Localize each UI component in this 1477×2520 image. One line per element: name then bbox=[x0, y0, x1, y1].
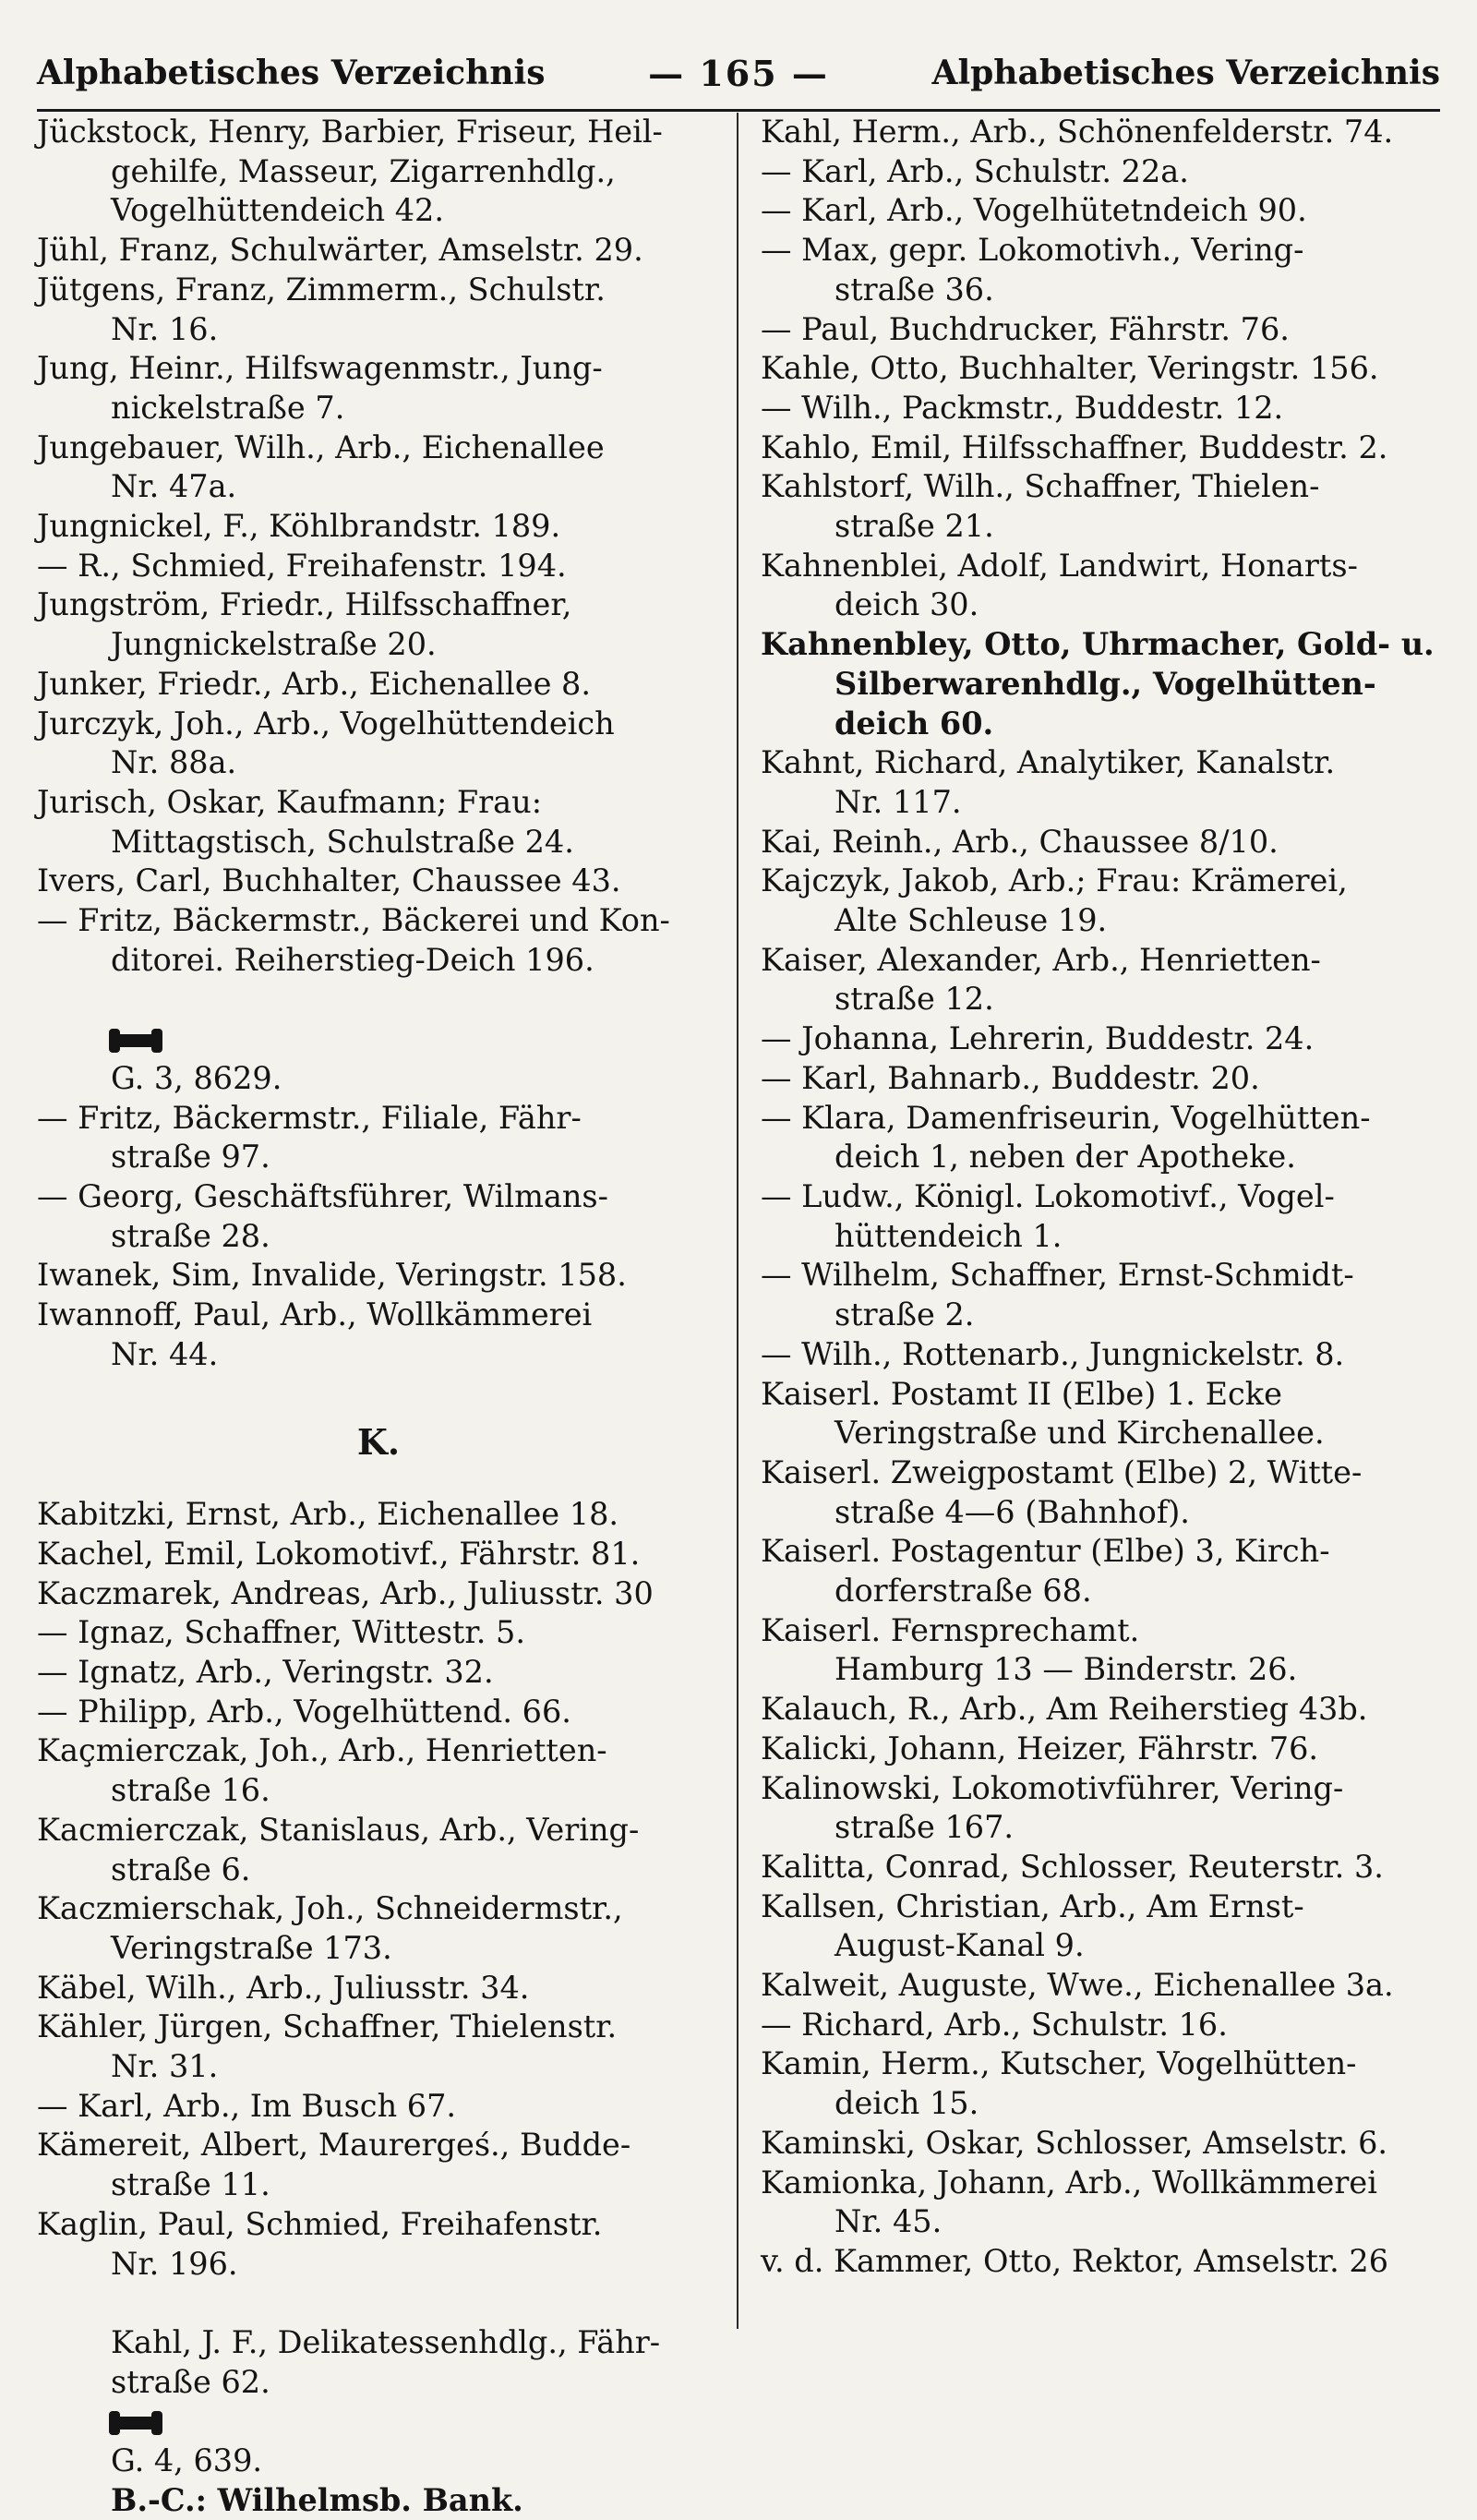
directory-entry: — Georg, Geschäftsführer, Wilmans- straße 28. bbox=[37, 1177, 608, 1254]
directory-entry: Kaminski, Oskar, Schlosser, Amselstr. 6. bbox=[761, 2124, 1388, 2161]
directory-entry: Kaiser, Alexander, Arb., Henrietten- straße 12. bbox=[761, 941, 1321, 1018]
telephone-icon bbox=[111, 1034, 161, 1047]
directory-entry: Kahnenblei, Adolf, Landwirt, Honarts- deich 30. bbox=[761, 547, 1358, 623]
directory-entry: Kaiserl. Zweigpostamt (Elbe) 2, Witte- straße 4—6 (Bahnhof). bbox=[761, 1453, 1363, 1530]
directory-entry: Kaglin, Paul, Schmied, Freihafenstr. Nr. 196. bbox=[37, 2205, 603, 2282]
entries-j-group bbox=[37, 113, 720, 980]
directory-entry: — Max, gepr. Lokomotivh., Vering- straße 36. bbox=[761, 232, 1304, 307]
directory-entry: Jung, Heinr., Hilfswagenmstr., Jung- nickelstraße 7. bbox=[37, 350, 603, 426]
directory-entry: Jungström, Friedr., Hilfsschaffner, Jungnickelstraße 20. bbox=[37, 586, 572, 663]
section-letter-k: K. bbox=[356, 1420, 401, 1463]
directory-entry: Kaiserl. Fernsprechamt. Hamburg 13 — Binderstr. 26. bbox=[761, 1611, 1298, 1688]
directory-entry: Jütgens, Franz, Zimmerm., Schulstr. Nr. 16. bbox=[37, 271, 606, 347]
directory-entry: Kaczmierschak, Joh., Schneidermstr., Veringstraße 173. bbox=[37, 1890, 623, 1966]
directory-entry: Kamionka, Johann, Arb., Wollkämmerei Nr. 45. bbox=[761, 2164, 1377, 2240]
entry-kahl-jf bbox=[37, 2284, 720, 2481]
phone-line bbox=[37, 980, 720, 1098]
telephone-icon bbox=[111, 2417, 161, 2430]
directory-entry: Kähler, Jürgen, Schaffner, Thielenstr. Nr. 31. bbox=[37, 2008, 618, 2085]
directory-entry: Jungnickel, F., Köhlbrandstr. 189. bbox=[37, 508, 561, 545]
directory-entry: — Klara, Damenfriseurin, Vogelhütten- deich 1, neben der Apotheke. bbox=[761, 1099, 1371, 1176]
directory-entry: Käbel, Wilh., Arb., Juliusstr. 34. bbox=[37, 1969, 530, 2006]
directory-entry: Kallsen, Christian, Arb., Am Ernst- August-Kanal 9. bbox=[761, 1887, 1304, 1964]
directory-entry: — Ignatz, Arb., Veringstr. 32. bbox=[37, 1654, 494, 1691]
left-column bbox=[37, 113, 720, 2520]
page-header bbox=[37, 41, 1440, 105]
entry-kahl-jf-phone: G. 4, 639. bbox=[111, 2442, 263, 2479]
directory-entry: Kajczyk, Jakob, Arb.; Frau: Krämerei, Alte Schleuse 19. bbox=[761, 862, 1348, 939]
directory-entry: — Wilh., Packmstr., Buddestr. 12. bbox=[761, 389, 1284, 426]
directory-entry: Jühl, Franz, Schulwärter, Amselstr. 29. bbox=[37, 232, 643, 269]
directory-entry: Kahlo, Emil, Hilfsschaffner, Buddestr. 2. bbox=[761, 428, 1388, 465]
column-divider bbox=[737, 113, 738, 2329]
directory-entry: — Wilh., Rottenarb., Jungnickelstr. 8. bbox=[761, 1335, 1345, 1372]
directory-entry: — Johanna, Lehrerin, Buddestr. 24. bbox=[761, 1020, 1315, 1057]
directory-entry: Kaiserl. Postagentur (Elbe) 3, Kirch- dorferstraße 68. bbox=[761, 1533, 1330, 1610]
entries-j2-group bbox=[37, 1099, 720, 1375]
right-column bbox=[761, 113, 1444, 2282]
header-right-title: Alphabetisches Verzeichnis bbox=[931, 54, 1440, 92]
directory-entry: Kaiserl. Postamt II (Elbe) 1. Ecke Veringstraße und Kirchenallee. bbox=[761, 1375, 1325, 1452]
entries-k-group bbox=[37, 1495, 720, 2284]
directory-entry: — Karl, Bahnarb., Buddestr. 20. bbox=[761, 1059, 1260, 1096]
directory-entry: Kalinowski, Lokomotivführer, Vering- straße 167. bbox=[761, 1769, 1344, 1846]
directory-entry: — Karl, Arb., Schulstr. 22a. bbox=[761, 152, 1189, 189]
directory-entry: Kahl, Herm., Arb., Schönenfelderstr. 74. bbox=[761, 114, 1394, 150]
directory-entry: Ivers, Carl, Buchhalter, Chaussee 43. bbox=[37, 862, 621, 899]
directory-entry: Kachel, Emil, Lokomotivf., Fährstr. 81. bbox=[37, 1535, 641, 1572]
directory-entry: — Fritz, Bäckermstr., Filiale, Fähr- straße 97. bbox=[37, 1099, 582, 1176]
directory-entry: — Paul, Buchdrucker, Fährstr. 76. bbox=[761, 310, 1290, 347]
directory-entry: v. d. Kammer, Otto, Rektor, Amselstr. 26 bbox=[761, 2242, 1389, 2279]
directory-entry: Kalicki, Johann, Heizer, Fährstr. 76. bbox=[761, 1730, 1319, 1766]
directory-entry: Kahnenbley, Otto, Uhrmacher, Gold- u. Silberwarenhdlg., Vogelhütten- deich 60. bbox=[761, 626, 1435, 742]
directory-entry: Kaczmarek, Andreas, Arb., Juliusstr. 30 bbox=[37, 1574, 654, 1611]
right-entries-group bbox=[761, 113, 1444, 2282]
directory-entry: Kahlstorf, Wilh., Schaffner, Thielen- straße 21. bbox=[761, 468, 1320, 545]
directory-entry: Iwanek, Sim, Invalide, Veringstr. 158. bbox=[37, 1257, 627, 1294]
directory-entry: Iwannoff, Paul, Arb., Wollkämmerei Nr. 44. bbox=[37, 1296, 593, 1372]
directory-entry: Jurczyk, Joh., Arb., Vogelhüttendeich Nr. 88a. bbox=[37, 705, 615, 781]
directory-entry: — Karl, Arb., Vogelhütetndeich 90. bbox=[761, 192, 1307, 229]
directory-entry: Kamin, Herm., Kutscher, Vogelhütten- deich 15. bbox=[761, 2045, 1357, 2122]
page-number: — 165 — bbox=[648, 52, 829, 94]
directory-entry: — Fritz, Bäckermstr., Bäckerei und Kon- ditorei. Reiherstieg-Deich 196. bbox=[37, 902, 670, 978]
directory-entry: Kaçmierczak, Joh., Arb., Henrietten- straße 16. bbox=[37, 1732, 607, 1809]
directory-entry: Kalweit, Auguste, Wwe., Eichenallee 3a. bbox=[761, 1967, 1394, 2004]
entry-kahl-jf-bank: B.-C.: Wilhelmsb. Bank. bbox=[111, 2481, 523, 2518]
phone-number: G. 3, 8629. bbox=[111, 1059, 282, 1096]
header-left-title: Alphabetisches Verzeichnis bbox=[37, 54, 546, 92]
directory-entry: Jückstock, Henry, Barbier, Friseur, Heil- gehilfe, Masseur, Zigarrenhdlg., Vogelhüttendeich 42. bbox=[37, 114, 663, 229]
directory-entry: — Ludw., Königl. Lokomotivf., Vogel- hüttendeich 1. bbox=[761, 1177, 1335, 1254]
directory-entry: Jungebauer, Wilh., Arb., Eichenallee Nr. 47a. bbox=[37, 428, 605, 505]
directory-entry: Jurisch, Oskar, Kaufmann; Frau: Mittagstisch, Schulstraße 24. bbox=[37, 783, 574, 860]
header-rule bbox=[37, 109, 1440, 112]
entry-kahl-jf-text: Kahl, J. F., Delikatessenhdlg., Fähr- straße 62. bbox=[111, 2323, 661, 2400]
directory-entry: Kämereit, Albert, Maurergeś., Budde- straße 11. bbox=[37, 2127, 631, 2203]
directory-entry: — Wilhelm, Schaffner, Ernst-Schmidt- straße 2. bbox=[761, 1257, 1354, 1333]
directory-entry: Kahnt, Richard, Analytiker, Kanalstr. Nr. 117. bbox=[761, 744, 1336, 820]
directory-entry: — Ignaz, Schaffner, Wittestr. 5. bbox=[37, 1614, 525, 1651]
directory-entry: Kai, Reinh., Arb., Chaussee 8/10. bbox=[761, 823, 1279, 860]
directory-entry: Kabitzki, Ernst, Arb., Eichenallee 18. bbox=[37, 1496, 619, 1533]
directory-entry: Junker, Friedr., Arb., Eichenallee 8. bbox=[37, 665, 592, 702]
directory-entry: Kalauch, R., Arb., Am Reiherstieg 43b. bbox=[761, 1691, 1368, 1728]
directory-entry: — Richard, Arb., Schulstr. 16. bbox=[761, 2006, 1228, 2043]
directory-entry: Kahle, Otto, Buchhalter, Veringstr. 156. bbox=[761, 350, 1379, 387]
directory-entry: Kalitta, Conrad, Schlosser, Reuterstr. 3. bbox=[761, 1848, 1384, 1885]
directory-entry: Kacmierczak, Stanislaus, Arb., Vering- straße 6. bbox=[37, 1811, 640, 1887]
directory-entry: — Philipp, Arb., Vogelhüttend. 66. bbox=[37, 1693, 571, 1730]
directory-entry: — R., Schmied, Freihafenstr. 194. bbox=[37, 547, 567, 584]
directory-entry: — Karl, Arb., Im Busch 67. bbox=[37, 2087, 457, 2124]
